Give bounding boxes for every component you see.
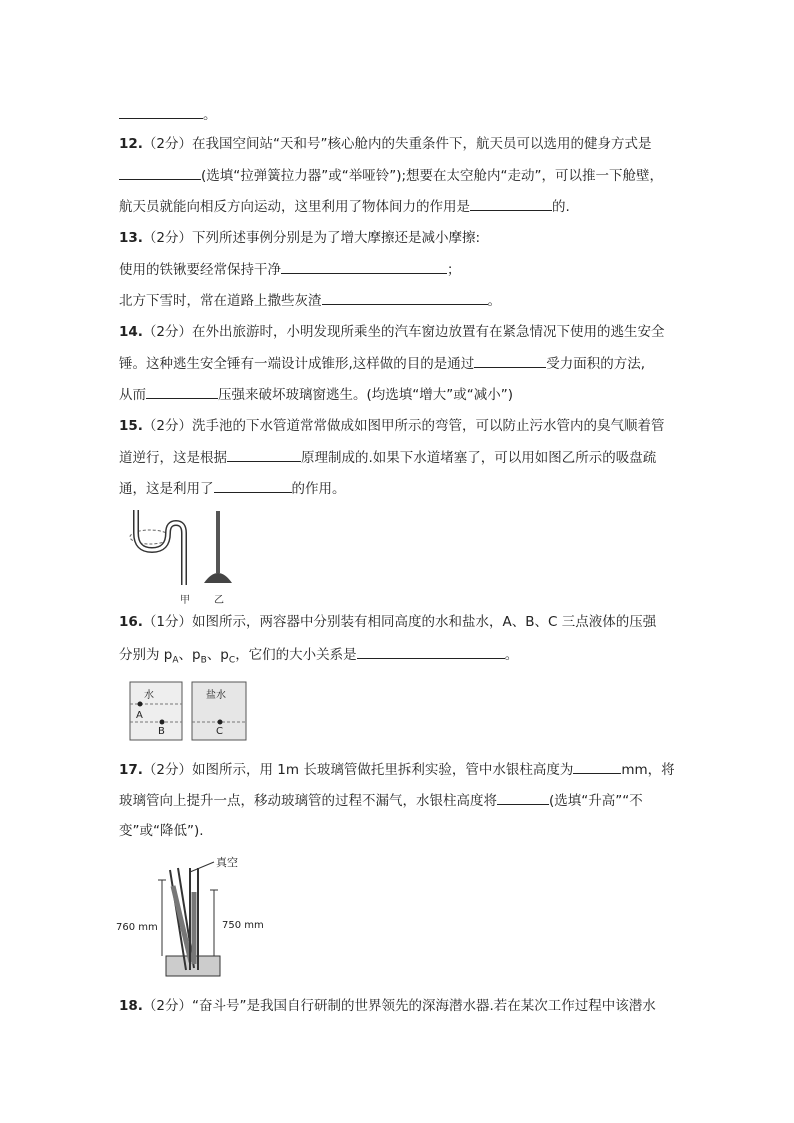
q12-line2: (选填“拉弹簧拉力器”或“举哑铃”);想要在太空舱内“走动”，可以推一下舱壁， [119, 165, 663, 186]
q14-line1: 14.（2分）在外出旅游时，小明发现所乘坐的汽车窗边放置有在紧急情况下使用的逃生安全 [119, 324, 665, 340]
answer-blank[interactable] [227, 447, 301, 462]
containers-diagram [126, 672, 251, 744]
q16-line1: 16.（1分）如图所示，两容器中分别装有相同高度的水和盐水，A、B、C 三点液体的压强 [119, 614, 657, 630]
label-vacuum: 真空 [216, 856, 238, 869]
answer-blank[interactable] [119, 165, 201, 180]
answer-blank[interactable] [474, 353, 546, 368]
q16-line2: 分别为 $p_A$、$p_B$、$p_C$，它们的大小关系是 。 [119, 644, 518, 671]
q15-line3: 通，这是利用了 的作用。 [119, 478, 346, 499]
answer-blank[interactable] [573, 759, 621, 774]
label-760mm: 760 mm [116, 922, 158, 933]
question-number: 15. [119, 418, 143, 434]
q13-line1: 13.（2分）下列所述事例分别是为了增大摩擦还是减小摩擦: [119, 230, 481, 246]
q15-line1: 15.（2分）洗手池的下水管道常常做成如图甲所示的弯管，可以防止污水管内的臭气顺着管 [119, 418, 665, 434]
label-750mm: 750 mm [222, 920, 264, 931]
drain-pipe-figure [122, 505, 257, 605]
label-yi: 乙 [214, 595, 224, 606]
q11-tail: 。 [119, 104, 217, 125]
q15-line2: 道逆行，这是根据 原理制成的.如果下水道堵塞了，可以用如图乙所示的吸盘疏 [119, 447, 656, 468]
q17-line3: 变”或“降低”). [119, 823, 204, 839]
pipe-diagram [122, 505, 257, 605]
answer-blank[interactable] [470, 196, 552, 211]
question-number: 14. [119, 324, 143, 340]
q17-line1: 17.（2分）如图所示，用 1m 长玻璃管做托里拆利实验，管中水银柱高度为 mm，将 [119, 759, 675, 780]
torricelli-diagram [118, 852, 278, 980]
q18-line1: 18.（2分）“奋斗号”是我国自行研制的世界领先的深海潜水器.若在某次工作过程中该潜水 [119, 998, 656, 1014]
containers-figure [126, 672, 251, 744]
answer-blank[interactable] [281, 259, 447, 274]
q17-line2: 玻璃管向上提升一点，移动玻璃管的过程不漏气，水银柱高度将 (选填“升高”“不 [119, 790, 643, 811]
label-A: A [136, 710, 143, 721]
question-number: 12. [119, 136, 143, 152]
label-jia: 甲 [180, 595, 190, 606]
torricelli-figure [118, 852, 278, 980]
q14-line3: 从而 压强来破坏玻璃窗逃生。(均选填“增大”或“减小”) [119, 384, 513, 405]
q14-line2: 锤。这种逃生安全锤有一端设计成锥形,这样做的目的是通过 受力面积的方法, [119, 353, 645, 374]
label-water: 水 [144, 690, 154, 701]
q12-line1: 12.（2分）在我国空间站“天和号”核心舱内的失重条件下，航天员可以选用的健身方式是 [119, 136, 652, 152]
question-number: 13. [119, 230, 143, 246]
question-number: 16. [119, 614, 143, 630]
answer-blank[interactable] [214, 478, 292, 493]
question-number: 18. [119, 998, 143, 1014]
label-C: C [216, 726, 223, 737]
label-B: B [158, 726, 165, 737]
q12-line3: 航天员就能向相反方向运动，这里利用了物体间力的作用是 的. [119, 196, 570, 217]
answer-blank[interactable] [497, 790, 549, 805]
answer-blank[interactable] [146, 384, 218, 399]
label-salt-water: 盐水 [206, 690, 226, 701]
answer-blank[interactable] [322, 290, 488, 305]
answer-blank[interactable] [119, 104, 203, 119]
q13-line3: 北方下雪时，常在道路上撒些灰渣 。 [119, 290, 501, 311]
q13-line2: 使用的铁锹要经常保持干净 ； [119, 259, 461, 280]
answer-blank[interactable] [357, 644, 505, 659]
question-number: 17. [119, 762, 143, 778]
